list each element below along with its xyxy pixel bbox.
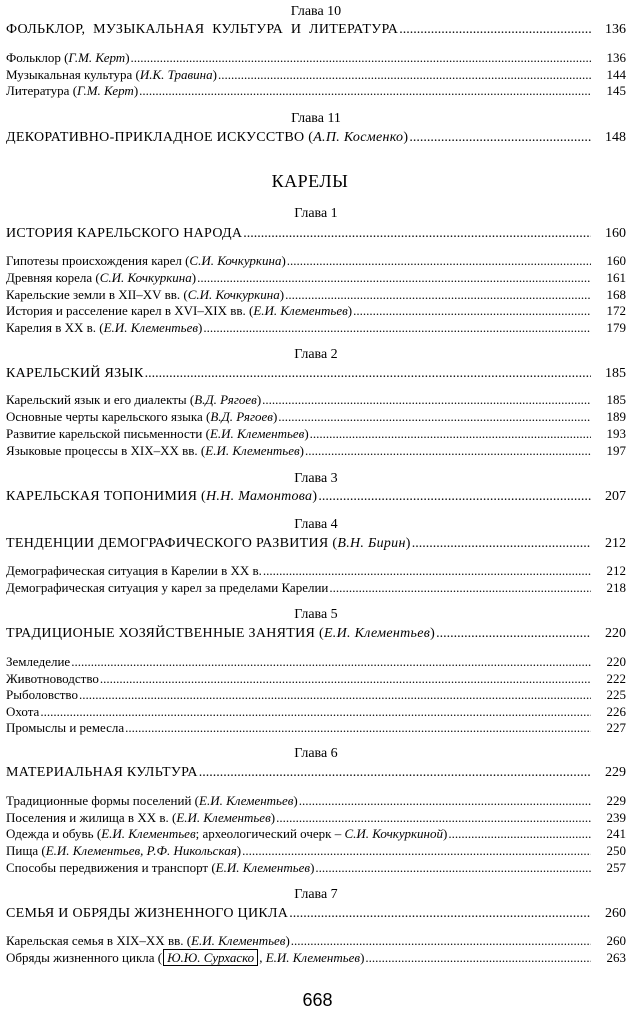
page-ref: 225: [606, 687, 626, 702]
entry-text: Обряды жизненного цикла ( Ю.Ю. Сурхаско , Е.И. Клементьев): [6, 950, 365, 965]
toc-entry[interactable]: [6, 933, 626, 948]
author-name: Е.И. Клементьев: [253, 303, 348, 318]
entry-text: Рыболовство: [6, 687, 78, 702]
entry-text: Охота: [6, 704, 40, 719]
page-ref: 185: [605, 366, 626, 381]
heading-text: ИСТОРИЯ КАРЕЛЬСКОГО НАРОДА: [6, 226, 243, 241]
toc-heading[interactable]: [6, 536, 626, 552]
toc-entry[interactable]: [6, 704, 626, 719]
dot-leader: [262, 392, 591, 407]
toc-entry[interactable]: [6, 671, 626, 686]
author-name: Ю.Ю. Сурхаско: [163, 949, 258, 966]
toc-entry[interactable]: [6, 426, 626, 441]
chapter-label: Глава 10: [290, 4, 342, 19]
page-ref: 161: [606, 270, 626, 285]
dot-leader: [289, 906, 591, 922]
chapter-label: Глава 2: [294, 347, 338, 362]
dot-leader: [203, 320, 591, 335]
toc-entry[interactable]: [6, 320, 626, 335]
dot-leader: [125, 720, 591, 735]
toc-entry[interactable]: [6, 303, 626, 318]
toc-heading[interactable]: [6, 765, 626, 781]
dot-leader: [285, 287, 591, 302]
entry-text: Основные черты карельского языка (В.Д. Рягоев): [6, 409, 278, 424]
entry-text: Литература (Г.М. Керт): [6, 83, 139, 98]
chapter-label: Глава 6: [294, 746, 338, 761]
entry-text: Промыслы и ремесла: [6, 720, 125, 735]
entry-text: Поселения и жилища в XX в. (Е.И. Клементьев): [6, 810, 276, 825]
heading-text: ТЕНДЕНЦИИ ДЕМОГРАФИЧЕСКОГО РАЗВИТИЯ (В.Н. Бирин): [6, 536, 411, 551]
toc-entry[interactable]: [6, 253, 626, 268]
dot-leader: [412, 536, 591, 552]
dot-leader: [291, 933, 591, 948]
page-ref: 220: [606, 654, 626, 669]
dot-leader: [145, 366, 591, 382]
dot-leader: [100, 671, 591, 686]
author-name: Е.И. Клементьев: [323, 626, 431, 641]
author-name: В.Д. Рягоев: [194, 392, 257, 407]
heading-text: ДЕКОРАТИВНО-ПРИКЛАДНОЕ ИСКУССТВО (А.П. Косменко): [6, 130, 409, 145]
dot-leader: [315, 860, 591, 875]
toc-entry[interactable]: [6, 443, 626, 458]
entry-text: Одежда и обувь (Е.И. Клементьев; археологический очерк – С.И. Кочкуркиной): [6, 826, 448, 841]
toc-entry[interactable]: [6, 392, 626, 407]
dot-leader: [318, 489, 591, 505]
dot-leader: [263, 563, 591, 578]
dot-leader: [436, 626, 591, 642]
toc-entry[interactable]: [6, 860, 626, 875]
toc-entry[interactable]: [6, 843, 626, 858]
page-ref: 136: [606, 50, 626, 65]
dot-leader: [71, 654, 591, 669]
toc-entry[interactable]: [6, 67, 626, 82]
entry-text: Карельская семья в XIX–XX вв. (Е.И. Клементьев): [6, 933, 290, 948]
author-name: Г.М. Керт: [68, 50, 126, 65]
page-ref: 145: [606, 83, 626, 98]
chapter-label: Глава 3: [294, 471, 338, 486]
heading-text: ТРАДИЦИОНЫЕ ХОЗЯЙСТВЕННЫЕ ЗАНЯТИЯ (Е.И. Клементьев): [6, 626, 436, 641]
toc-heading[interactable]: [6, 626, 626, 642]
entry-text: Древняя корела (С.И. Кочкуркина): [6, 270, 197, 285]
dot-leader: [287, 253, 591, 268]
page-ref: 241: [606, 826, 626, 841]
page-ref: 185: [606, 392, 626, 407]
author-name: Е.И. Клементьев, Р.Ф. Никольская: [45, 843, 237, 858]
chapter-label: Глава 11: [291, 111, 341, 126]
page-ref: 218: [606, 580, 626, 595]
author-name: Г.М. Керт: [77, 83, 134, 98]
entry-text: Карелия в XX в. (Е.И. Клементьев): [6, 320, 203, 335]
toc-entry[interactable]: [6, 83, 626, 98]
page-ref: 148: [605, 130, 626, 145]
toc-entry[interactable]: [6, 409, 626, 424]
toc-heading[interactable]: [6, 366, 626, 382]
page-ref: 229: [605, 765, 626, 780]
entry-text: Развитие карельской письменности (Е.И. Клементьев): [6, 426, 309, 441]
entry-text: Традиционные формы поселений (Е.И. Клементьев): [6, 793, 298, 808]
author-name: С.И. Кочкуркина: [189, 253, 282, 268]
entry-text: Карельский язык и его диалекты (В.Д. Рягоев): [6, 392, 262, 407]
entry-text: Земледелие: [6, 654, 71, 669]
toc-entry[interactable]: [6, 287, 626, 302]
entry-text: Карельские земли в XII–XV вв. (С.И. Кочкуркина): [6, 287, 285, 302]
toc-entry[interactable]: [6, 270, 626, 285]
author-name: В.Д. Рягоев: [210, 409, 273, 424]
page-ref: 212: [606, 563, 626, 578]
heading-text: КАРЕЛЬСКАЯ ТОПОНИМИЯ (Н.Н. Мамонтова): [6, 489, 318, 504]
toc-entry[interactable]: [6, 720, 626, 735]
dot-leader: [399, 22, 591, 38]
page-ref: 136: [605, 22, 626, 37]
dot-leader: [40, 704, 591, 719]
author-name: С.И. Кочкуркина: [187, 287, 280, 302]
page-ref: 260: [605, 906, 626, 921]
author-name: Е.И. Клементьев: [176, 810, 271, 825]
page-ref: 220: [605, 626, 626, 641]
dot-leader: [218, 67, 591, 82]
toc-entry[interactable]: [6, 810, 626, 825]
toc-entry[interactable]: [6, 826, 626, 841]
page-ref: 250: [606, 843, 626, 858]
author-name: Е.И. Клементьев: [103, 320, 198, 335]
page-ref: 197: [606, 443, 626, 458]
page-ref: 160: [606, 253, 626, 268]
dot-leader: [299, 793, 591, 808]
author-name: Е.И. Клементьев: [215, 860, 311, 875]
dot-leader: [242, 843, 591, 858]
entry-text: Демографическая ситуация в Карелии в XX в.: [6, 563, 262, 578]
page-ref: 168: [606, 287, 626, 302]
toc-entry[interactable]: [6, 687, 626, 702]
entry-text: История и расселение карел в XVI–XIX вв. (Е.И. Клементьев): [6, 303, 353, 318]
page-ref: 229: [606, 793, 626, 808]
chapter-label: Глава 5: [294, 607, 338, 622]
toc-entry[interactable]: [6, 563, 626, 578]
author-name: А.П. Косменко: [313, 130, 404, 145]
dot-leader: [243, 226, 591, 242]
dot-leader: [139, 83, 591, 98]
page-ref: 179: [606, 320, 626, 335]
page-ref: 212: [605, 536, 626, 551]
author-name: Е.И. Клементьев: [199, 793, 294, 808]
dot-leader: [353, 303, 591, 318]
entry-text: Гипотезы происхождения карел (С.И. Кочкуркина): [6, 253, 286, 268]
entry-text: Животноводство: [6, 671, 99, 686]
chapter-label: Глава 1: [294, 206, 338, 221]
page-ref: 263: [606, 950, 626, 965]
author-name: Е.И. Клементьев: [265, 950, 361, 965]
page-ref: 193: [606, 426, 626, 441]
toc-heading[interactable]: [6, 489, 626, 505]
toc-entry[interactable]: [6, 950, 626, 965]
page-ref: 172: [606, 303, 626, 318]
toc-entry[interactable]: [6, 654, 626, 669]
author-name: Е.И. Клементьев: [101, 826, 196, 841]
entry-text: Пища (Е.И. Клементьев, Р.Ф. Никольская): [6, 843, 242, 858]
dot-leader: [79, 687, 591, 702]
entry-text: Языковые процессы в XIX–XX вв. (Е.И. Клементьев): [6, 443, 304, 458]
page-number: 668: [302, 990, 333, 1010]
author-name: И.К. Травина: [139, 67, 213, 82]
heading-text: СЕМЬЯ И ОБРЯДЫ ЖИЗНЕННОГО ЦИКЛА: [6, 906, 289, 921]
entry-text: Музыкальная культура (И.К. Травина): [6, 67, 217, 82]
entry-text: Демографическая ситуация у карел за пределами Карелии: [6, 580, 329, 595]
toc-entry[interactable]: [6, 793, 626, 808]
page-ref: 260: [606, 933, 626, 948]
author-name: С.И. Кочкуркина: [99, 270, 192, 285]
dot-leader: [278, 409, 591, 424]
page-ref: 207: [605, 489, 626, 504]
dot-leader: [199, 765, 591, 781]
dot-leader: [197, 270, 591, 285]
dot-leader: [131, 50, 591, 65]
dot-leader: [365, 950, 591, 965]
author-name: В.Н. Бирин: [337, 536, 406, 551]
chapter-label: Глава 4: [294, 517, 338, 532]
dot-leader: [409, 130, 591, 146]
author-name: С.И. Кочкуркиной: [344, 826, 443, 841]
entry-text: Фольклор (Г.М. Керт): [6, 50, 130, 65]
dot-leader: [329, 580, 591, 595]
heading-text: МАТЕРИАЛЬНАЯ КУЛЬТУРА: [6, 765, 198, 780]
page-ref: 144: [606, 67, 626, 82]
dot-leader: [276, 810, 591, 825]
chapter-label: Глава 7: [294, 887, 338, 902]
toc-heading[interactable]: [6, 130, 626, 146]
heading-text: КАРЕЛЬСКИЙ ЯЗЫК: [6, 366, 144, 381]
toc-heading[interactable]: [6, 22, 626, 38]
toc-heading[interactable]: [6, 906, 626, 922]
page-ref: 160: [605, 226, 626, 241]
page-ref: 222: [606, 671, 626, 686]
dot-leader: [310, 426, 591, 441]
author-name: Е.И. Клементьев: [205, 443, 300, 458]
heading-text: ФОЛЬКЛОР, МУЗЫКАЛЬНАЯ КУЛЬТУРА И ЛИТЕРАТУРА: [6, 22, 399, 37]
dot-leader: [448, 826, 591, 841]
page-ref: 226: [606, 704, 626, 719]
page-ref: 189: [606, 409, 626, 424]
author-name: Е.И. Клементьев: [209, 426, 305, 441]
author-name: Е.И. Клементьев: [191, 933, 286, 948]
page-ref: 257: [606, 860, 626, 875]
toc-heading[interactable]: [6, 226, 626, 242]
page-ref: 227: [606, 720, 626, 735]
toc-entry[interactable]: [6, 50, 626, 65]
toc-entry[interactable]: [6, 580, 626, 595]
entry-text: Способы передвижения и транспорт (Е.И. Клементьев): [6, 860, 315, 875]
section-title: КАРЕЛЫ: [271, 171, 349, 191]
dot-leader: [305, 443, 591, 458]
author-name: Н.Н. Мамонтова: [206, 489, 313, 504]
page-ref: 239: [606, 810, 626, 825]
